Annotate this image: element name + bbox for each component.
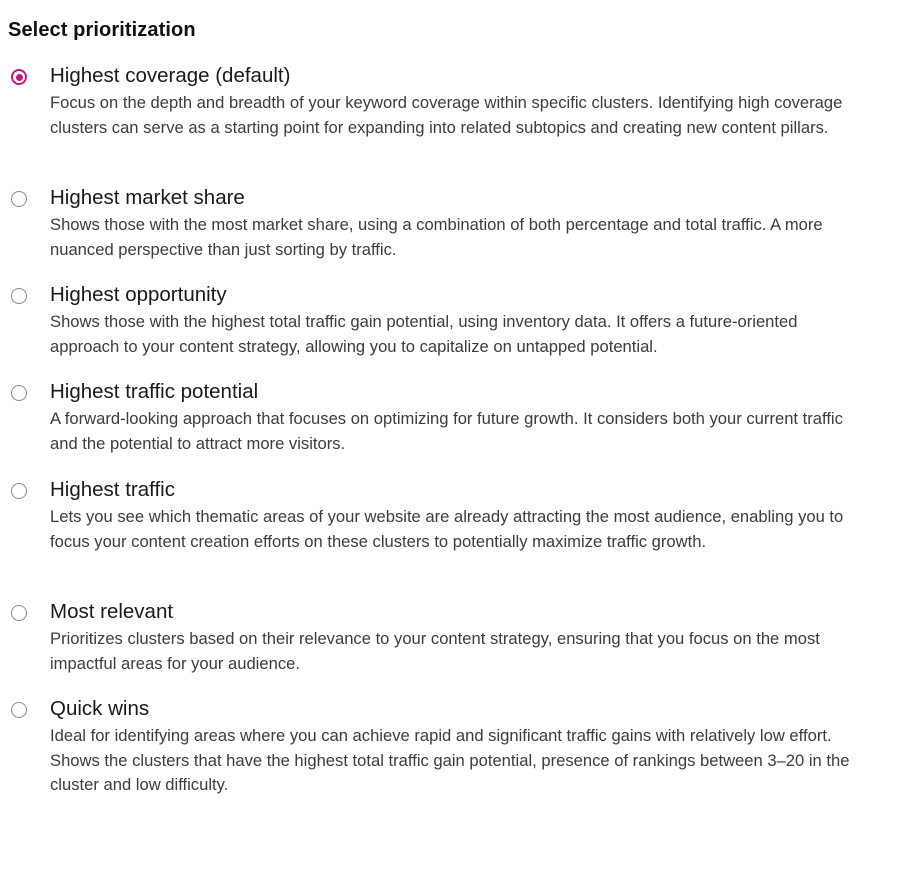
radio-unselected-icon[interactable] xyxy=(11,191,27,207)
radio-unselected-icon[interactable] xyxy=(11,483,27,499)
option-label[interactable]: Quick wins xyxy=(50,697,150,720)
option-label[interactable]: Highest coverage (default) xyxy=(50,64,291,87)
option-label[interactable]: Highest opportunity xyxy=(50,283,227,306)
option-description: Lets you see which thematic areas of your website are already attracting the most audience, enabling you to focus your content creation efforts on these clusters to potentially maximize traffic growth. xyxy=(50,507,844,551)
option-description: Shows those with the highest total traffic gain potential, using inventory data. It offers a future-oriented approach to your content strategy, allowing you to capitalize on untapped potential. xyxy=(50,312,798,356)
option-description: Ideal for identifying areas where you can achieve rapid and significant traffic gains with relatively low effort. Shows the clusters that have the highest total traffic gain potential, presence of rankings between 3–20 in the cluster and low difficulty. xyxy=(50,726,850,794)
radio-selected-icon[interactable] xyxy=(11,69,27,85)
option-label[interactable]: Most relevant xyxy=(50,600,174,623)
radio-unselected-icon[interactable] xyxy=(11,385,27,401)
radio-unselected-icon[interactable] xyxy=(11,605,27,621)
page-title: Select prioritization xyxy=(8,19,196,41)
radio-unselected-icon[interactable] xyxy=(11,702,27,718)
radio-unselected-icon[interactable] xyxy=(11,288,27,304)
option-description: Focus on the depth and breadth of your keyword coverage within specific clusters. Identifying high coverage clusters can serve as a starting point for expanding into related subtopics and creating new content pillars. xyxy=(50,93,843,137)
option-label[interactable]: Highest traffic xyxy=(50,478,175,501)
option-label[interactable]: Highest traffic potential xyxy=(50,380,259,403)
option-label[interactable]: Highest market share xyxy=(50,186,245,209)
option-description: Prioritizes clusters based on their relevance to your content strategy, ensuring that you focus on the most impactful areas for your audience. xyxy=(50,629,820,673)
option-description: Shows those with the most market share, using a combination of both percentage and total traffic. A more nuanced perspective than just sorting by traffic. xyxy=(50,215,823,259)
option-description: A forward-looking approach that focuses on optimizing for future growth. It considers both your current traffic and the potential to attract more visitors. xyxy=(50,409,843,453)
